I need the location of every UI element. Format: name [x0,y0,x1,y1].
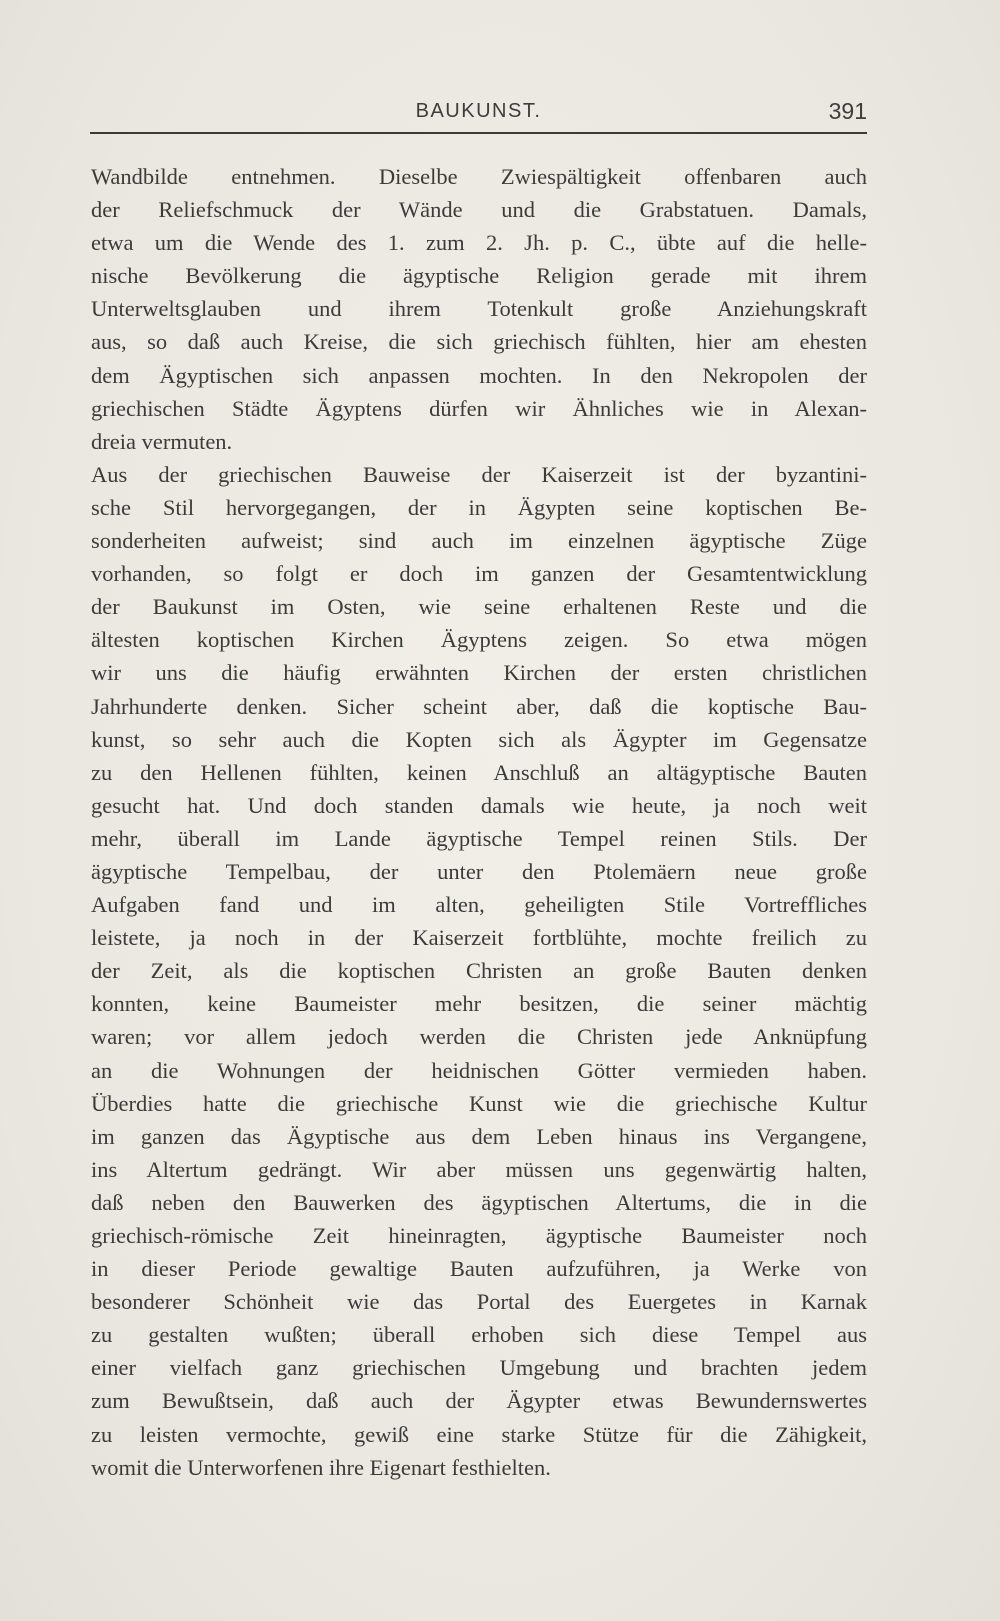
text-line: zu leisten vermochte, gewiß eine starke Stütze für die Zähigkeit, [91,1421,867,1447]
text-line: in dieser Periode gewaltige Bauten aufzuführen, ja Werke von [91,1256,867,1282]
text-line: gesucht hat. Und doch standen damals wie heute, ja noch weit [91,792,867,818]
text-line: ältesten koptischen Kirchen Ägyptens zeigen. So etwa mögen [91,627,867,653]
text-line: Überdies hatte die griechische Kunst wie die griechische Kultur [91,1090,867,1116]
text-line: griechisch-römische Zeit hineinragten, ägyptische Baumeister noch [91,1223,867,1248]
text-line: womit die Unterworfenen ihre Eigenart festhielten. [91,1454,551,1480]
text-line: daß neben den Bauwerken des ägyptischen Altertums, die in die [91,1189,867,1215]
text-line: Jahrhunderte denken. Sicher scheint aber, daß die koptische Bau- [91,693,867,719]
text-line: griechischen Städte Ägyptens dürfen wir Ähnliches wie in Alexan- [91,395,867,421]
text-line: an die Wohnungen der heidnischen Götter vermieden haben. [91,1057,867,1083]
text-line: leistete, ja noch in der Kaiserzeit fortblühte, mochte freilich zu [91,925,867,951]
text-line: Unterweltsglauben und ihrem Totenkult große Anziehungskraft [91,296,867,322]
text-line: zu den Hellenen fühlten, keinen Anschluß an altägyptische Bauten [91,759,867,785]
text-line: vorhanden, so folgt er doch im ganzen der Gesamtentwicklung [91,561,867,587]
text-line: ägyptische Tempelbau, der unter den Ptolemäern neue große [91,858,867,884]
page-header [90,96,867,134]
text-line: konnten, keine Baumeister mehr besitzen, die seiner mächtig [91,991,867,1017]
text-line: Wandbilde entnehmen. Dieselbe Zwiespältigkeit offenbaren auch [91,164,867,189]
body-text [91,160,867,1484]
text-line: waren; vor allem jedoch werden die Christen jede Anknüpfung [91,1024,867,1050]
text-line: der Baukunst im Osten, wie seine erhaltenen Reste und die [91,594,867,620]
text-line: ins Altertum gedrängt. Wir aber müssen uns gegenwärtig halten, [91,1156,867,1182]
text-line: kunst, so sehr auch die Kopten sich als Ägypter im Gegensatze [91,726,867,752]
text-line: dem Ägyptischen sich anpassen mochten. In den Nekropolen der [91,362,867,388]
text-line: aus, so daß auch Kreise, die sich griechisch fühlten, hier am ehesten [91,329,867,355]
text-line: Aus der griechischen Bauweise der Kaiserzeit ist der byzantini- [91,461,867,487]
text-line: mehr, überall im Lande ägyptische Tempel reinen Stils. Der [91,825,867,851]
text-line: etwa um die Wende des 1. zum 2. Jh. p. C., übte auf die helle- [91,230,867,256]
running-title: BAUKUNST. [415,100,542,122]
text-line: Aufgaben fand und im alten, geheiligten Stile Vortreffliches [91,892,867,918]
text-line: einer vielfach ganz griechischen Umgebung und brachten jedem [91,1355,867,1381]
text-line: nische Bevölkerung die ägyptische Religion gerade mit ihrem [91,263,867,289]
page-number: 391 [828,98,867,124]
text-line: wir uns die häufig erwähnten Kirchen der ersten christlichen [91,660,867,686]
text-line: besonderer Schönheit wie das Portal des Euergetes in Karnak [91,1289,867,1315]
text-line: zu gestalten wußten; überall erhoben sich diese Tempel aus [91,1322,867,1348]
text-line: der Reliefschmuck der Wände und die Grabstatuen. Damals, [91,197,867,223]
text-line: der Zeit, als die koptischen Christen an große Bauten denken [91,958,867,984]
text-line: sonderheiten aufweist; sind auch im einzelnen ägyptische Züge [91,528,867,554]
text-line: dreia vermuten. [91,428,233,454]
text-line: sche Stil hervorgegangen, der in Ägypten seine koptischen Be- [91,494,867,520]
text-line: im ganzen das Ägyptische aus dem Leben hinaus ins Vergangene, [91,1123,867,1149]
text-line: zum Bewußtsein, daß auch der Ägypter etwas Bewundernswertes [91,1388,867,1414]
